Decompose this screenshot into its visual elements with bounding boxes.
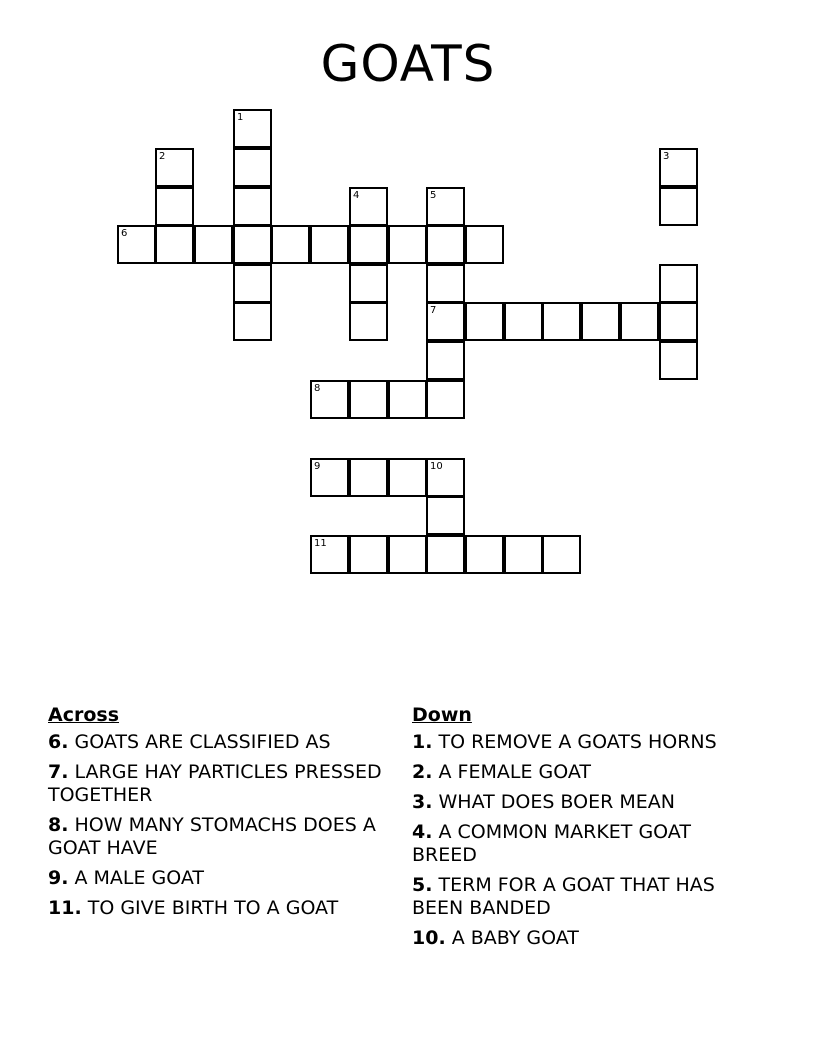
clue-number: 4. <box>412 821 433 843</box>
grid-cell[interactable] <box>349 380 388 419</box>
clue-text: A MALE GOAT <box>74 867 205 889</box>
clue-item <box>412 821 752 867</box>
grid-cell[interactable] <box>465 302 504 341</box>
grid-cell[interactable] <box>659 302 698 341</box>
grid-cell[interactable] <box>310 458 349 497</box>
cell-number: 1 <box>237 112 244 123</box>
grid-cell[interactable] <box>310 535 349 574</box>
clue-number: 9. <box>48 867 69 889</box>
grid-cell[interactable] <box>233 264 272 303</box>
clue-number: 2. <box>412 761 433 783</box>
clue-number: 1. <box>412 731 433 753</box>
cell-number: 10 <box>430 461 443 472</box>
clue-item <box>412 927 752 950</box>
down-heading: Down <box>412 704 472 726</box>
grid-cell[interactable] <box>388 535 427 574</box>
grid-cell[interactable] <box>155 148 194 187</box>
clue-number: 3. <box>412 791 433 813</box>
grid-cell[interactable] <box>233 187 272 226</box>
grid-cell[interactable] <box>310 225 349 264</box>
grid-cell[interactable] <box>659 148 698 187</box>
grid-cell[interactable] <box>349 225 388 264</box>
grid-cell[interactable] <box>465 225 504 264</box>
clue-text: LARGE HAY PARTICLES PRESSED TOGETHER <box>48 761 382 806</box>
clue-number: 5. <box>412 874 433 896</box>
grid-cell[interactable] <box>388 225 427 264</box>
clue-text: TO GIVE BIRTH TO A GOAT <box>87 897 339 919</box>
clue-text: WHAT DOES BOER MEAN <box>438 791 675 813</box>
clue-text: TERM FOR A GOAT THAT HAS BEEN BANDED <box>412 874 715 919</box>
clue-number: 6. <box>48 731 69 753</box>
clue-item <box>412 874 752 920</box>
clue-text: A BABY GOAT <box>451 927 579 949</box>
cell-number: 6 <box>121 228 128 239</box>
grid-cell[interactable] <box>155 225 194 264</box>
grid-cell[interactable] <box>426 496 465 535</box>
clue-item <box>48 897 388 920</box>
across-heading: Across <box>48 704 120 726</box>
clue-number: 11. <box>48 897 82 919</box>
across-clues <box>48 703 388 927</box>
clue-number: 10. <box>412 927 446 949</box>
grid-cell[interactable] <box>465 535 504 574</box>
grid-cell[interactable] <box>349 187 388 226</box>
clue-item <box>412 761 752 784</box>
grid-cell[interactable] <box>542 535 581 574</box>
grid-cell[interactable] <box>233 225 272 264</box>
grid-cell[interactable] <box>271 225 310 264</box>
cell-number: 3 <box>663 151 670 162</box>
clue-item <box>48 814 388 860</box>
cell-number: 4 <box>353 190 360 201</box>
grid-cell[interactable] <box>388 458 427 497</box>
clue-item <box>412 731 752 754</box>
clue-text: GOATS ARE CLASSIFIED AS <box>74 731 331 753</box>
grid-cell[interactable] <box>155 187 194 226</box>
grid-cell[interactable] <box>504 535 543 574</box>
puzzle-title: GOATS <box>320 35 496 93</box>
cell-number: 7 <box>430 305 437 316</box>
grid-cell[interactable] <box>310 380 349 419</box>
grid-cell[interactable] <box>620 302 659 341</box>
cell-number: 11 <box>314 538 327 549</box>
grid-cell[interactable] <box>542 302 581 341</box>
clue-text: HOW MANY STOMACHS DOES A GOAT HAVE <box>48 814 376 859</box>
clue-text: A COMMON MARKET GOAT BREED <box>412 821 691 866</box>
grid-cell[interactable] <box>581 302 620 341</box>
down-clues <box>412 703 752 957</box>
clue-item <box>412 791 752 814</box>
clue-number: 7. <box>48 761 69 783</box>
grid-cell[interactable] <box>426 341 465 380</box>
grid-cell[interactable] <box>349 302 388 341</box>
cell-number: 8 <box>314 383 321 394</box>
grid-cell[interactable] <box>233 109 272 148</box>
grid-cell[interactable] <box>426 187 465 226</box>
grid-cell[interactable] <box>117 225 156 264</box>
grid-cell[interactable] <box>426 225 465 264</box>
grid-cell[interactable] <box>194 225 233 264</box>
clue-item <box>48 867 388 890</box>
clue-item <box>48 731 388 754</box>
grid-cell[interactable] <box>659 187 698 226</box>
grid-cell[interactable] <box>659 341 698 380</box>
grid-cell[interactable] <box>504 302 543 341</box>
clue-item <box>48 761 388 807</box>
grid-cell[interactable] <box>349 535 388 574</box>
clue-number: 8. <box>48 814 69 836</box>
grid-cell[interactable] <box>233 148 272 187</box>
cell-number: 5 <box>430 190 437 201</box>
grid-cell[interactable] <box>426 535 465 574</box>
grid-cell[interactable] <box>426 458 465 497</box>
clue-text: TO REMOVE A GOATS HORNS <box>438 731 717 753</box>
cell-number: 2 <box>159 151 166 162</box>
grid-cell[interactable] <box>349 458 388 497</box>
grid-cell[interactable] <box>659 264 698 303</box>
grid-cell[interactable] <box>426 264 465 303</box>
clue-text: A FEMALE GOAT <box>438 761 591 783</box>
grid-cell[interactable] <box>426 380 465 419</box>
grid-cell[interactable] <box>233 302 272 341</box>
cell-number: 9 <box>314 461 321 472</box>
grid-cell[interactable] <box>426 302 465 341</box>
grid-cell[interactable] <box>388 380 427 419</box>
grid-cell[interactable] <box>349 264 388 303</box>
